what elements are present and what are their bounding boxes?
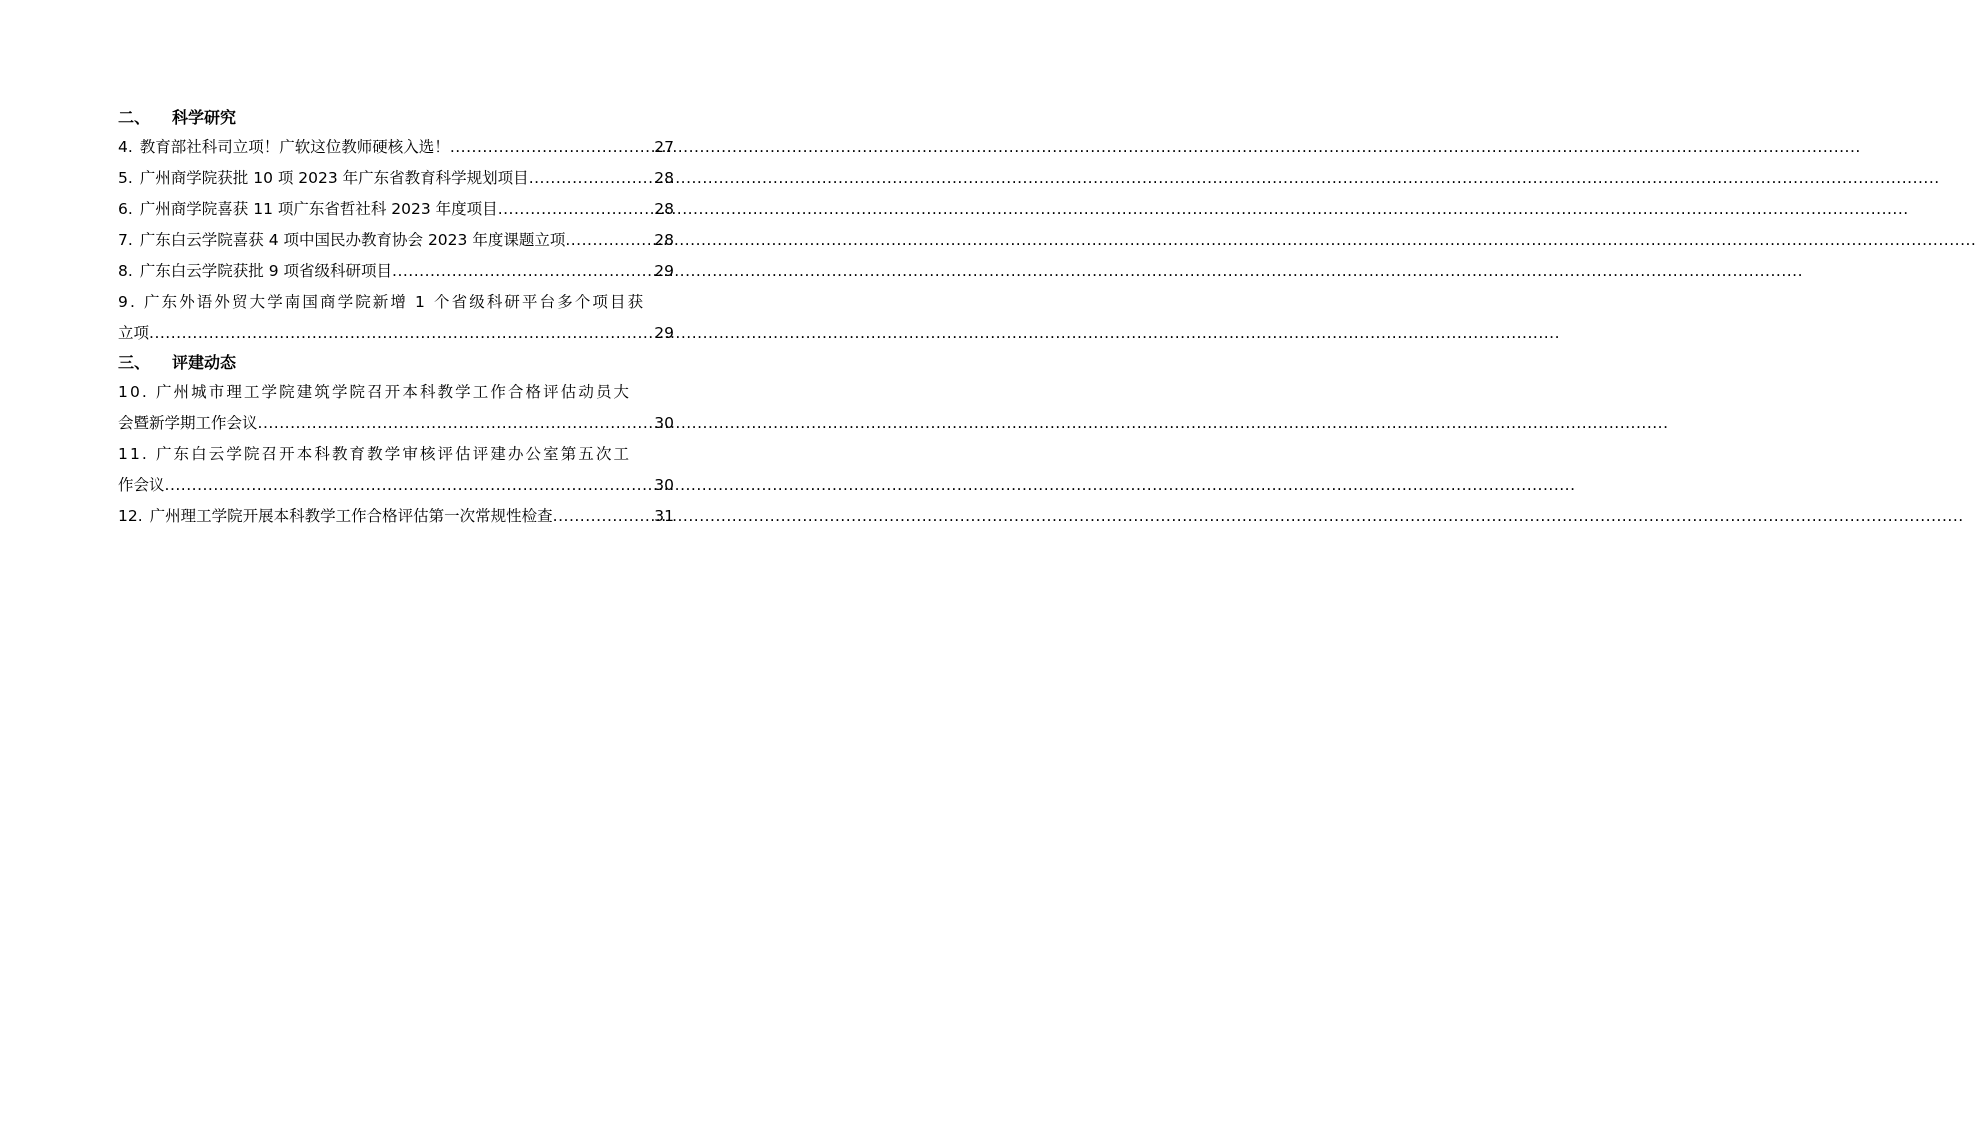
toc-entry[interactable]: 8. 广东白云学院获批 9 项省级科研项目 ..... 29 (118, 256, 674, 287)
toc-page-number: 27 (654, 138, 674, 156)
dot-leader (258, 408, 653, 439)
toc-entry-title: 广州商学院获批 10 项 2023 年广东省教育科学规划项目 (139, 169, 529, 187)
dot-leader (450, 132, 652, 163)
section-number: 二、 (118, 108, 151, 127)
toc-entry-title: 广东白云学院喜获 4 项中国民办教育协会 2023 年度课题立项 (139, 231, 566, 249)
dot-leader (149, 318, 652, 349)
dot-leader (553, 501, 653, 532)
toc-entry-title-continued: 立项 (118, 324, 150, 342)
document-page (0, 0, 793, 1122)
toc-entry[interactable]: 6. 广州商学院喜获 11 项广东省哲社科 2023 年度项目 ..... 28 (118, 194, 674, 225)
toc-entry-title: 广东白云学院召开本科教育教学审核评估评建办公室第五次工 (155, 445, 632, 463)
toc-entry[interactable]: 9. 广东外语外贸大学南国商学院新增 1 个省级科研平台多个项目获 立项 ..... 29 (118, 287, 674, 349)
toc-entry-title: 广东外语外贸大学南国商学院新增 1 个省级科研平台多个项目获 (144, 293, 646, 311)
dot-leader (529, 163, 653, 194)
toc-entry[interactable]: 10. 广州城市理工学院建筑学院召开本科教学工作合格评估动员大 会暨新学期工作会议 ..... 30 (118, 377, 674, 439)
table-of-contents (118, 104, 674, 532)
toc-entry-title: 广州商学院喜获 11 项广东省哲社科 2023 年度项目 (139, 200, 498, 218)
toc-entry[interactable]: 12. 广州理工学院开展本科教学工作合格评估第一次常规性检查 ..... 31 (118, 501, 674, 532)
toc-page-number: 28 (654, 169, 674, 187)
section-number: 三、 (118, 353, 151, 372)
toc-entry[interactable]: 4. 教育部社科司立项！广软这位教师硬核入选！ ..... 27 (118, 132, 674, 163)
dot-leader (165, 470, 653, 501)
dot-leader (392, 256, 652, 287)
toc-page-number: 30 (654, 476, 674, 494)
toc-entry-title-continued: 作会议 (118, 476, 165, 494)
toc-page-number: 28 (654, 200, 674, 218)
toc-entry-title: 广州城市理工学院建筑学院召开本科教学工作合格评估动员大 (155, 383, 632, 401)
toc-entry-title: 广东白云学院获批 9 项省级科研项目 (139, 262, 393, 280)
section-title: 评建动态 (172, 353, 237, 372)
toc-page-number: 28 (654, 231, 674, 249)
dot-leader (565, 225, 652, 256)
toc-entry[interactable]: 7. 广东白云学院喜获 4 项中国民办教育协会 2023 年度课题立项 ..... 28 (118, 225, 674, 256)
section-heading-evaluation (118, 349, 674, 377)
dot-leader (498, 194, 653, 225)
toc-entry-title: 广州理工学院开展本科教学工作合格评估第一次常规性检查 (149, 507, 553, 525)
toc-page-number: 29 (654, 324, 674, 342)
section-heading-research (118, 104, 674, 132)
toc-entry-title: 教育部社科司立项！广软这位教师硬核入选！ (139, 138, 450, 156)
toc-page-number: 30 (654, 414, 674, 432)
toc-entry-title-continued: 会暨新学期工作会议 (118, 414, 258, 432)
toc-entry[interactable]: 5. 广州商学院获批 10 项 2023 年广东省教育科学规划项目 ..... 28 (118, 163, 674, 194)
toc-page-number: 31 (654, 507, 674, 525)
toc-entry[interactable]: 11. 广东白云学院召开本科教育教学审核评估评建办公室第五次工 作会议 ..... 30 (118, 439, 674, 501)
section-title: 科学研究 (172, 108, 237, 127)
toc-page-number: 29 (654, 262, 674, 280)
